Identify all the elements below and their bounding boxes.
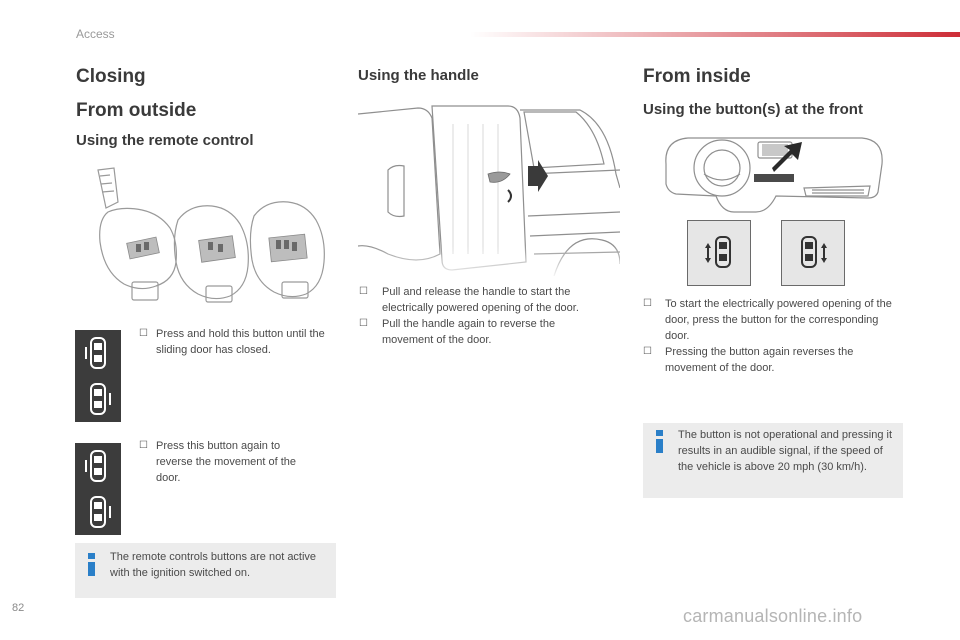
step1-line: Press and hold this button until the sliding door has closed.	[156, 328, 325, 356]
subtitle-from-outside: From outside	[76, 100, 197, 121]
close-door-button-right	[75, 376, 121, 422]
front-bullet-1: To start the electrically powered opening of the door, press the button for the corresponding door.	[665, 298, 892, 342]
sliding-door-right-switch-icon	[782, 221, 844, 285]
header-accent-bar	[470, 32, 960, 37]
left-door-switch	[687, 220, 751, 286]
sliding-door-right-icon	[75, 489, 121, 535]
bullet-marker-icon: ☐	[359, 286, 368, 297]
bullet-marker-icon: ☐	[139, 328, 148, 339]
sliding-door-left-switch-icon	[688, 221, 750, 285]
reverse-door-button-left	[75, 443, 121, 489]
title-from-inside: From inside	[643, 66, 751, 87]
dashboard-illustration	[664, 134, 886, 216]
page-number: 82	[12, 602, 25, 614]
reverse-door-button-right	[75, 489, 121, 535]
front-bullet-2: Pressing the button again reverses the movement of the door.	[665, 346, 854, 374]
front-button-instructions	[643, 296, 893, 376]
handle-bullet-1: Pull and release the handle to start the electrically powered opening of the door.	[382, 286, 579, 314]
bullet-marker-icon: ☐	[359, 318, 368, 329]
handle-bullet-2: Pull the handle again to reverse the movement of the door.	[382, 318, 556, 346]
sliding-door-handle-illustration	[358, 104, 620, 276]
watermark: carmanualsonline.info	[683, 606, 863, 626]
sliding-door-left-icon	[75, 330, 121, 376]
remote-keys-illustration	[84, 162, 334, 312]
step2-line: Press this button again to reverse the movement of the door.	[156, 440, 297, 484]
sliding-door-left-icon	[75, 443, 121, 489]
bullet-marker-icon: ☐	[643, 298, 652, 309]
speed-info-box	[643, 423, 903, 498]
remote-info-box	[75, 543, 336, 598]
sliding-door-right-icon	[75, 376, 121, 422]
right-door-switch	[781, 220, 845, 286]
step2-text	[139, 438, 319, 486]
close-door-button-left	[75, 330, 121, 376]
heading-remote-control: Using the remote control	[76, 132, 254, 149]
bullet-marker-icon: ☐	[643, 346, 652, 357]
handle-instructions	[359, 284, 609, 348]
page-title: Closing	[76, 66, 146, 87]
step1-text	[139, 326, 339, 358]
heading-front-buttons: Using the button(s) at the front	[643, 101, 863, 118]
remote-info-text: The remote controls buttons are not active with the ignition switched on.	[110, 551, 317, 579]
section-label: Access	[76, 27, 115, 41]
heading-using-handle: Using the handle	[358, 67, 479, 84]
speed-info-text: The button is not operational and pressing it results in an audible signal, if the speed of the vehicle is above 20 mph (30 km/h).	[678, 429, 893, 473]
bullet-marker-icon: ☐	[139, 440, 148, 451]
